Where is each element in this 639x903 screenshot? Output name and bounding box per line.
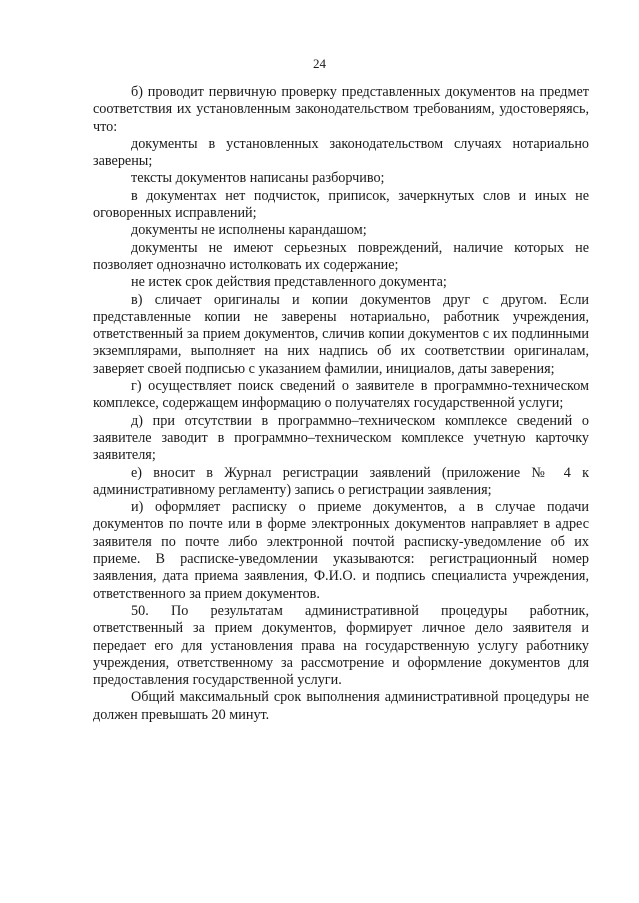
- paragraph-not-pencil: документы не исполнены карандашом;: [131, 222, 367, 239]
- paragraph-notarized: документы в установленных законодательством случаях нотариально заверены;: [93, 135, 589, 170]
- paragraph-50-results: 50. По результатам административной процедуры работник, ответственный за прием документов, формирует личное дело заявителя и передает его для установления права на государственную услугу работнику учреждения, ответственному за рассмотрение и оформление документов для предоставления государственной услуги.: [93, 602, 589, 689]
- paragraph-v-compare-copies: в) сличает оригиналы и копии документов друг с другом. Если представленные копии не заверены нотариально, работник учреждения, ответственный за прием документов, сличив копии документов с их подлинными экземплярами, выполняет на них надпись об их соответствии оригиналам, заверяет своей подписью с указанием фамилии, инициалов, даты заверения;: [93, 291, 589, 377]
- paragraph-g-search: г) осуществляет поиск сведений о заявителе в программно-техническом комплексе, содержащем информацию о получателях государственной услуги;: [93, 378, 589, 412]
- paragraph-i-receipt: и) оформляет расписку о приеме документов, а в случае подачи документов по почте или в форме электронных документов направляет в адрес заявителя по почте либо электронной почтой расписку-уведомление об их приеме. В расписке-уведомлении указываются: регистрационный номер заявления, дата приема заявления, Ф.И.О. и подпись специалиста учреждения, ответственного за прием документов.: [93, 499, 589, 602]
- paragraph-d-create-card: д) при отсутствии в программно–техническом комплексе сведений о заявителе заводит в программно–техническом комплексе учетную карточку заявителя;: [93, 412, 589, 464]
- document-body: [93, 84, 589, 724]
- paragraph-no-erasures: в документах нет подчисток, приписок, зачеркнутых слов и иных не оговоренных исправлений;: [93, 187, 589, 222]
- paragraph-legible: тексты документов написаны разборчиво;: [131, 170, 385, 187]
- paragraph-not-expired: не истек срок действия представленного документа;: [131, 274, 447, 291]
- paragraph-max-time: Общий максимальный срок выполнения административной процедуры не должен превышать 20 минут.: [93, 689, 589, 723]
- paragraph-e-journal: е) вносит в Журнал регистрации заявлений (приложение № 4 к административному регламенту) запись о регистрации заявления;: [93, 464, 589, 498]
- paragraph-b-initial-check: б) проводит первичную проверку представленных документов на предмет соответствия их установленным законодательством требованиям, удостоверяясь, что:: [93, 84, 589, 135]
- page-number: 24: [313, 56, 326, 71]
- paragraph-no-damage: документы не имеют серьезных повреждений, наличие которых не позволяет однозначно истолковать их содержание;: [93, 239, 589, 273]
